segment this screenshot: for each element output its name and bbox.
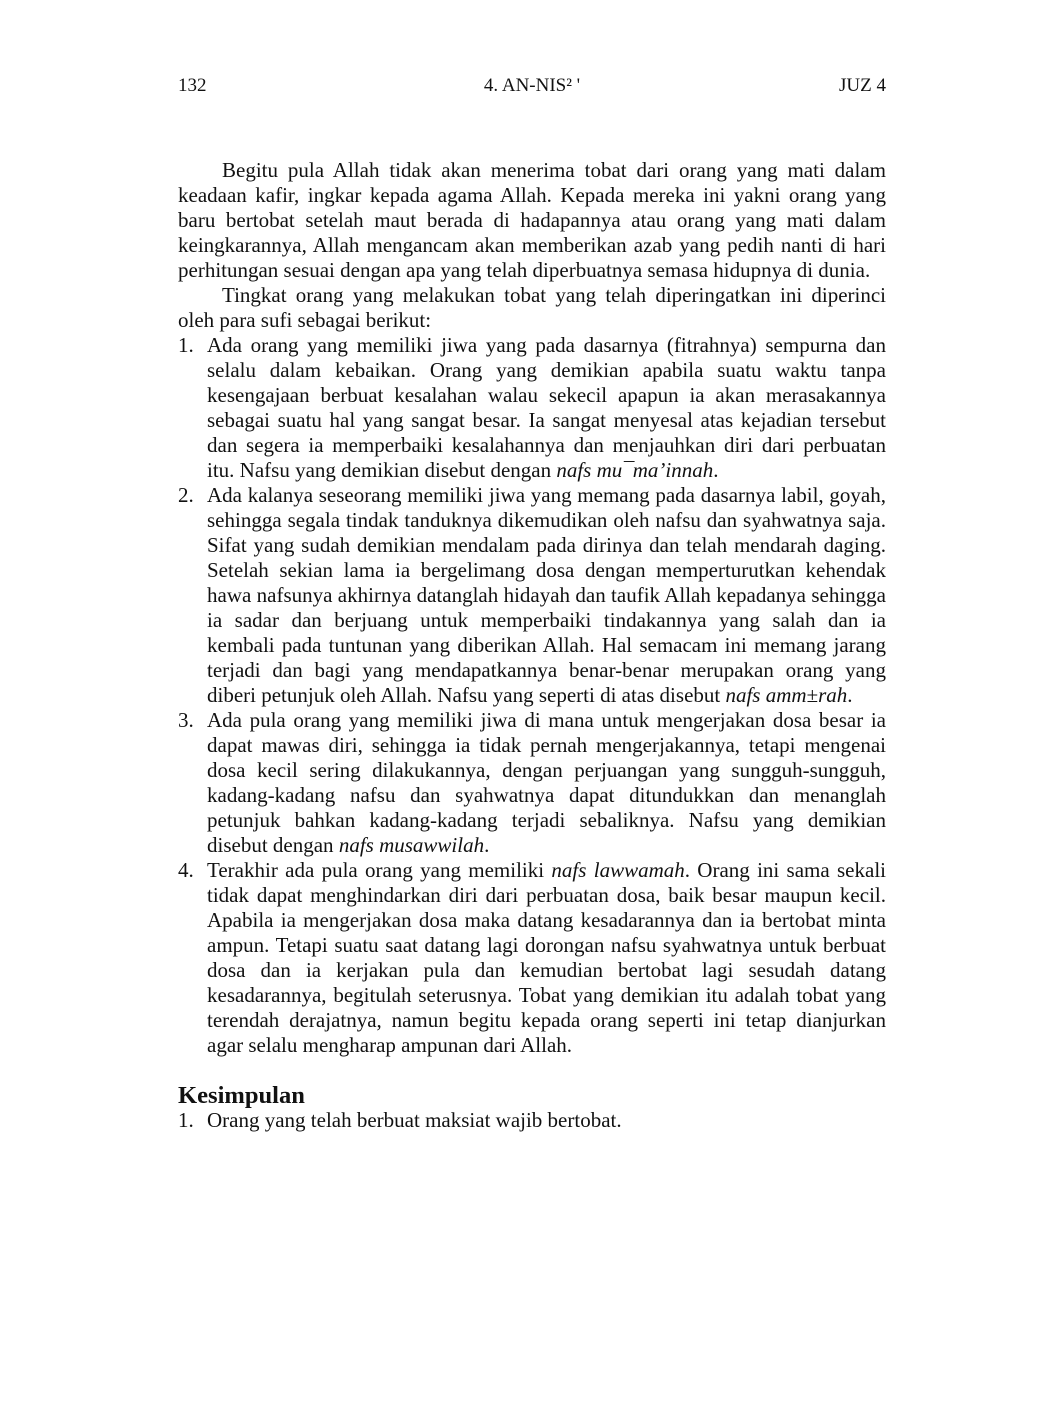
list-item-tail: . (484, 833, 490, 857)
list-number: 2. (178, 483, 194, 507)
conclusion-list (178, 1108, 886, 1133)
list-item-text: Orang yang telah berbuat maksiat wajib bertobat. (207, 1108, 622, 1132)
body-text (178, 158, 886, 1133)
list-item (178, 483, 886, 708)
list-item (178, 858, 886, 1058)
list-number: 3. (178, 708, 194, 732)
section-heading: Kesimpulan (178, 1082, 305, 1109)
list-item (178, 333, 886, 483)
list-number: 4. (178, 858, 194, 882)
page-number: 132 (178, 75, 207, 96)
list-item (178, 1108, 886, 1133)
paragraph: Begitu pula Allah tidak akan menerima tobat dari orang yang mati dalam keadaan kafir, ingkar kepada agama Allah. Kepada mereka ini yakni orang yang baru bertobat setelah maut berada di hadapannya atau orang yang mati dalam keingkarannya, Allah mengancam akan memberikan azab yang pedih nanti di hari perhitungan sesuai dengan apa yang telah diperbuatnya semasa hidupnya di dunia. (178, 158, 886, 282)
list-number: 1. (178, 1108, 194, 1132)
list-number: 1. (178, 333, 194, 357)
list-item-tail: . (713, 458, 719, 482)
paragraph: Tingkat orang yang melakukan tobat yang telah diperingatkan ini diperinci oleh para sufi sebagai berikut: (178, 283, 886, 332)
list-item-text: Terakhir ada pula orang yang memiliki (207, 858, 545, 882)
list-item-tail: . (847, 683, 853, 707)
running-header (178, 72, 886, 100)
juz-label: JUZ 4 (839, 75, 886, 96)
list-item-term: nafs lawwamah (551, 858, 685, 882)
list-item-text: Ada pula orang yang memiliki jiwa di mana untuk mengerjakan dosa besar ia dapat mawas diri, sehingga ia tidak pernah mengerjakannya, tetapi mengenai dosa kecil sering dilakukannya, dengan perjuangan yang sungguh-sungguh, kadang-kadang nafsu dan syahwatnya dapat ditundukkan dan menanglah petunjuk bahkan kadang-kadang terjadi sebaliknya. Nafsu yang demikian disebut dengan (207, 708, 886, 857)
list-item (178, 708, 886, 858)
list-item-term: nafs mu¯ma’innah (556, 458, 714, 482)
list-item-text: Ada kalanya seseorang memiliki jiwa yang memang pada dasarnya labil, goyah, sehingga segala tindak tanduknya dikemudikan oleh nafsu dan syahwatnya saja. Sifat yang sudah demikian mendalam pada dirinya dan telah mendarah daging. Setelah sekian lama ia bergelimang dosa dengan memperturutkan kehendak hawa nafsunya akhirnya datanglah hidayah dan taufik Allah kepadanya sehingga ia sadar dan berjuang untuk memperbaiki tindakannya yang salah dan ia kembali pada tuntunan yang diberikan Allah. Hal semacam ini memang jarang terjadi dan bagi yang mendapatkannya benar-benar merupakan orang yang diberi petunjuk oleh Allah. Nafsu yang seperti di atas disebut (207, 483, 886, 707)
list-item-text: Ada orang yang memiliki jiwa yang pada dasarnya (fitrahnya) sempurna dan selalu dalam kebaikan. Orang yang demikian apabila suatu waktu tanpa kesengajaan berbuat kesalahan walau sekecil apapun ia akan merasakannya sebagai suatu hal yang sangat besar. Ia sangat menyesal atas kejadian tersebut dan segera ia memperbaiki kesalahannya dan menjauhkan diri dari perbuatan itu. Nafsu yang demikian disebut dengan (207, 333, 886, 482)
sufi-levels-list (178, 333, 886, 1058)
list-item-term: nafs musawwilah (338, 833, 485, 857)
list-item-term: nafs amm±rah (725, 683, 848, 707)
chapter-title: 4. AN-NIS² ' (483, 75, 581, 96)
list-item-tail: . Orang ini sama sekali tidak dapat menghindarkan diri dari perbuatan dosa, baik besar maupun kecil. Apabila ia mengerjakan dosa maka datang kesadarannya dan ia bertobat minta ampun. Tetapi suatu saat datang lagi dorongan nafsu syahwatnya untuk berbuat dosa dan ia kerjakan pula dan kemudian bertobat lagi sesudah datang kesadarannya, begitulah seterusnya. Tobat yang demikian itu adalah tobat yang terendah derajatnya, namun begitu kepada orang seperti ini tetap dianjurkan agar selalu mengharap ampunan dari Allah. (207, 858, 886, 1057)
